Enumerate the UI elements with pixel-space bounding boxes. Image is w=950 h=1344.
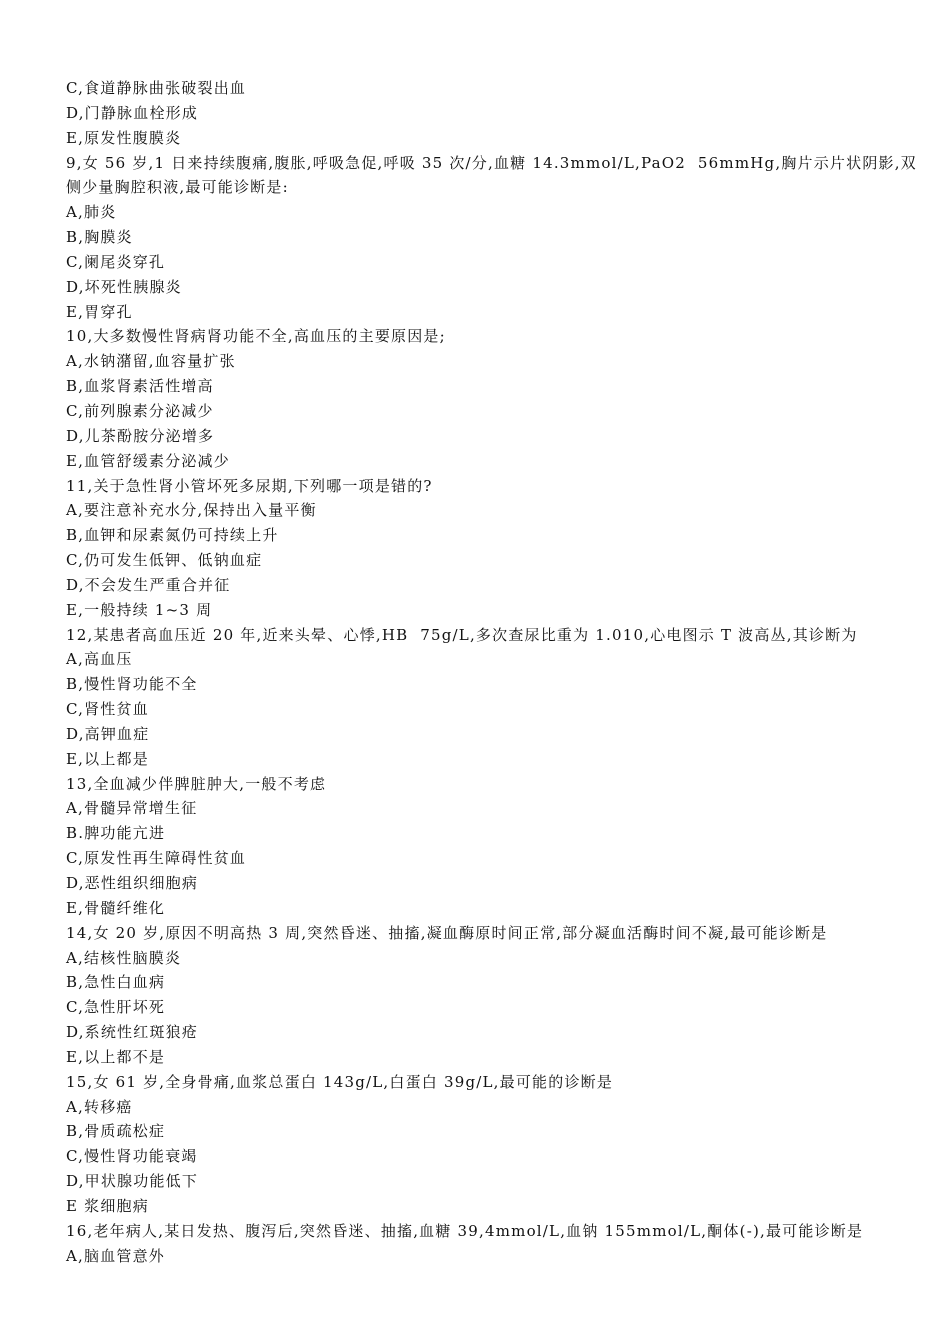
option-line: A,脑血管意外 xyxy=(66,1246,166,1265)
option-line: D,儿茶酚胺分泌增多 xyxy=(66,426,215,445)
option-line: A,水钠潴留,血容量扩张 xyxy=(66,352,236,371)
text-line: C,食道静脉曲张破裂出血 xyxy=(66,79,247,97)
document-page xyxy=(66,76,917,1269)
question-line: 9,女 56 岁,1 日来持续腹痛,腹胀,呼吸急促,呼吸 35 次/分,血糖 14.3mmol/L,PaO2 56mmHg,胸片示片状阴影,双 xyxy=(66,153,917,172)
option-line: C,仍可发生低钾、低钠血症 xyxy=(66,551,263,570)
option-line: C,慢性肾功能衰竭 xyxy=(66,1147,198,1166)
option-line: B.脾功能亢进 xyxy=(66,824,166,843)
option-line: A,结核性脑膜炎 xyxy=(66,948,182,967)
option-line: A,要注意补充水分,保持出入量平衡 xyxy=(66,501,317,520)
question-line: 10,大多数慢性肾病肾功能不全,高血压的主要原因是; xyxy=(66,327,446,346)
option-line: C,前列腺素分泌减少 xyxy=(66,401,214,420)
question-line: 12,某患者高血压近 20 年,近来头晕、心悸,HB 75g/L,多次查尿比重为 1.010,心电图示 T 波高丛,其诊断为 xyxy=(66,625,858,644)
question-line: 15,女 61 岁,全身骨痛,血浆总蛋白 143g/L,白蛋白 39g/L,最可能的诊断是 xyxy=(66,1072,614,1091)
question-line: 侧少量胸腔积液,最可能诊断是: xyxy=(66,178,289,197)
option-line: B,骨质疏松症 xyxy=(66,1122,166,1141)
option-line: E,血管舒缓素分泌减少 xyxy=(66,451,230,470)
option-line: C,原发性再生障碍性贫血 xyxy=(66,849,247,868)
option-line: A,高血压 xyxy=(66,650,133,669)
option-line: E 浆细胞病 xyxy=(66,1196,149,1215)
question-line: 13,全血减少伴脾脏肿大,一般不考虑 xyxy=(66,774,327,793)
option-line: A,肺炎 xyxy=(66,203,117,222)
option-line: A,转移癌 xyxy=(66,1097,133,1116)
question-line: 11,关于急性肾小管坏死多尿期,下列哪一项是错的? xyxy=(66,476,433,495)
option-line: D,高钾血症 xyxy=(66,724,150,743)
option-line: A,骨髓异常增生征 xyxy=(66,799,198,818)
option-line: B,血钾和尿素氮仍可持续上升 xyxy=(66,526,279,545)
option-line: D,甲状腺功能低下 xyxy=(66,1172,199,1191)
question-line: 16,老年病人,某日发热、腹泻后,突然昏迷、抽搐,血糖 39,4mmol/L,血钠 155mmol/L,酮体(-),最可能诊断是 xyxy=(66,1221,864,1240)
option-line: E,以上都是 xyxy=(66,749,149,768)
option-line: E,胃穿孔 xyxy=(66,302,133,321)
question-line: 14,女 20 岁,原因不明高热 3 周,突然昏迷、抽搐,凝血酶原时间正常,部分凝血活酶时间不凝,最可能诊断是 xyxy=(66,923,828,942)
option-line: B,血浆肾素活性增高 xyxy=(66,377,214,396)
option-line: C,急性肝坏死 xyxy=(66,998,166,1017)
option-line: B,急性白血病 xyxy=(66,973,166,992)
text-line: D,门静脉血栓形成 xyxy=(66,103,199,122)
option-line: D,系统性红斑狼疮 xyxy=(66,1023,199,1042)
option-line: E,以上都不是 xyxy=(66,1047,166,1066)
option-line: D,不会发生严重合并征 xyxy=(66,575,231,594)
option-line: E,一般持续 1~3 周 xyxy=(66,600,213,619)
text-line: E,原发性腹膜炎 xyxy=(66,128,182,147)
option-line: C,肾性贫血 xyxy=(66,700,149,719)
option-line: B,慢性肾功能不全 xyxy=(66,675,198,694)
option-line: D,坏死性胰腺炎 xyxy=(66,277,182,296)
option-line: E,骨髓纤维化 xyxy=(66,898,166,917)
option-line: C,阑尾炎穿孔 xyxy=(66,252,166,271)
option-line: B,胸膜炎 xyxy=(66,228,133,247)
option-line: D,恶性组织细胞病 xyxy=(66,874,199,892)
